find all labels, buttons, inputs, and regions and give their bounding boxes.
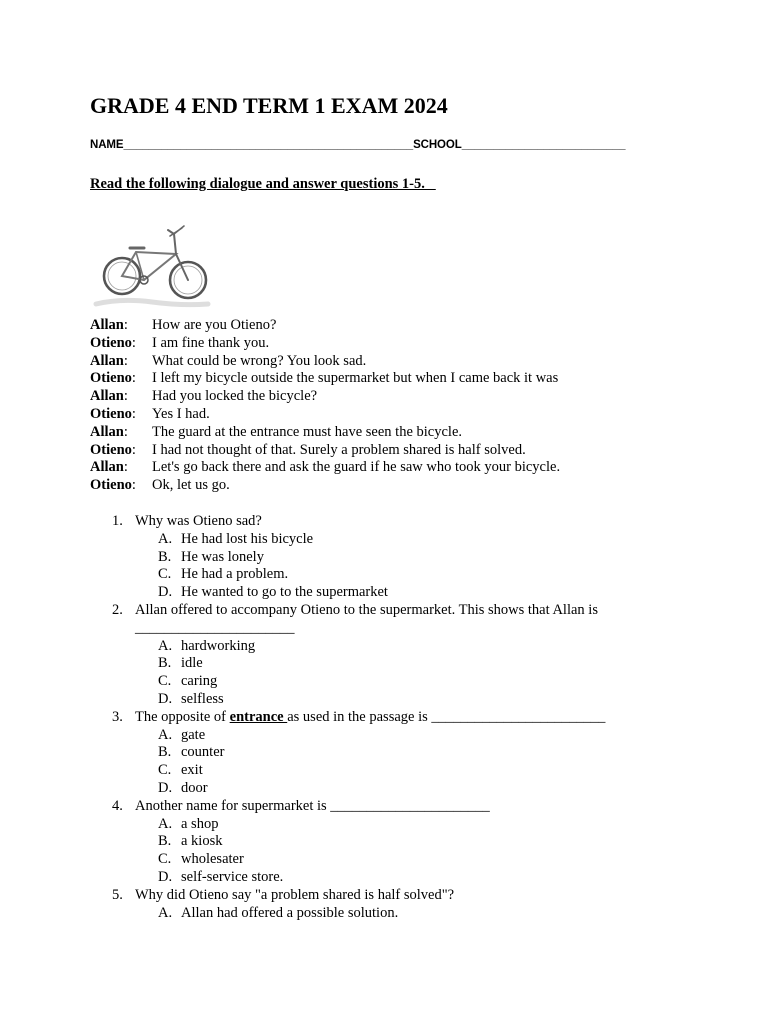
option: B. counter <box>158 744 225 761</box>
option: C. caring <box>158 673 218 690</box>
question-1: 1. Why was Otieno sad? <box>112 513 262 529</box>
option: C. He had a problem. <box>158 566 289 583</box>
name-blank: ______________________________________________ <box>123 139 414 151</box>
dialogue-line: Allan: How are you Otieno? <box>90 317 277 333</box>
school-label: SCHOOL <box>413 139 462 151</box>
dialogue-line: Otieno: I am fine thank you. <box>90 334 270 351</box>
school-blank: __________________________ <box>461 139 626 151</box>
bicycle-illustration <box>92 218 212 314</box>
dialogue-line: Otieno: Ok, let us go. <box>90 477 230 494</box>
question-2: 2. Allan offered to accompany Otieno to the supermarket. This shows that Allan is <box>112 601 598 618</box>
question-list <box>0 513 768 922</box>
dialogue-line: Otieno: I left my bicycle outside the supermarket but when I came back it was <box>90 370 559 387</box>
page-title: GRADE 4 END TERM 1 EXAM 2024 <box>90 93 448 118</box>
option: A. hardworking <box>158 637 256 654</box>
option: C. wholesater <box>158 851 244 868</box>
name-label: NAME <box>90 139 124 151</box>
keyword-entrance: entrance <box>229 708 288 725</box>
question-5: 5. Why did Otieno say "a problem shared is half solved"? <box>112 886 455 903</box>
option: A. gate <box>158 726 206 743</box>
answer-blank: ______________________ <box>135 619 295 636</box>
option: B. idle <box>158 655 203 672</box>
option: A. Allan had offered a possible solution. <box>158 904 399 921</box>
option: D. He wanted to go to the supermarket <box>158 584 388 601</box>
dialogue-line: Otieno: I had not thought of that. Surely a problem shared is half solved. <box>90 441 526 458</box>
dialogue-line: Allan: What could be wrong? You look sad. <box>90 352 367 369</box>
option: D. selfless <box>158 690 224 707</box>
dialogue-line: Otieno: Yes I had. <box>90 405 210 422</box>
dialogue-line: Allan: The guard at the entrance must have seen the bicycle. <box>90 423 463 440</box>
option: A. He had lost his bicycle <box>158 530 314 547</box>
instruction-heading: Read the following dialogue and answer questions 1-5. <box>90 176 436 192</box>
name-school-line <box>90 139 625 151</box>
option: A. a shop <box>158 815 219 832</box>
dialogue-line: Allan: Let's go back there and ask the guard if he saw who took your bicycle. <box>90 459 561 476</box>
option: B. a kiosk <box>158 833 223 850</box>
option: B. He was lonely <box>158 548 264 565</box>
dialogue-line: Allan: Had you locked the bicycle? <box>90 388 318 405</box>
option: D. self-service store. <box>158 868 284 885</box>
question-4: 4. Another name for supermarket is ______________________ <box>112 797 490 814</box>
dialogue <box>90 317 561 495</box>
option: D. door <box>158 779 208 796</box>
option: C. exit <box>158 762 203 779</box>
question-3: 3. The opposite of entrance as used in the passage is ________________________ <box>112 708 606 725</box>
